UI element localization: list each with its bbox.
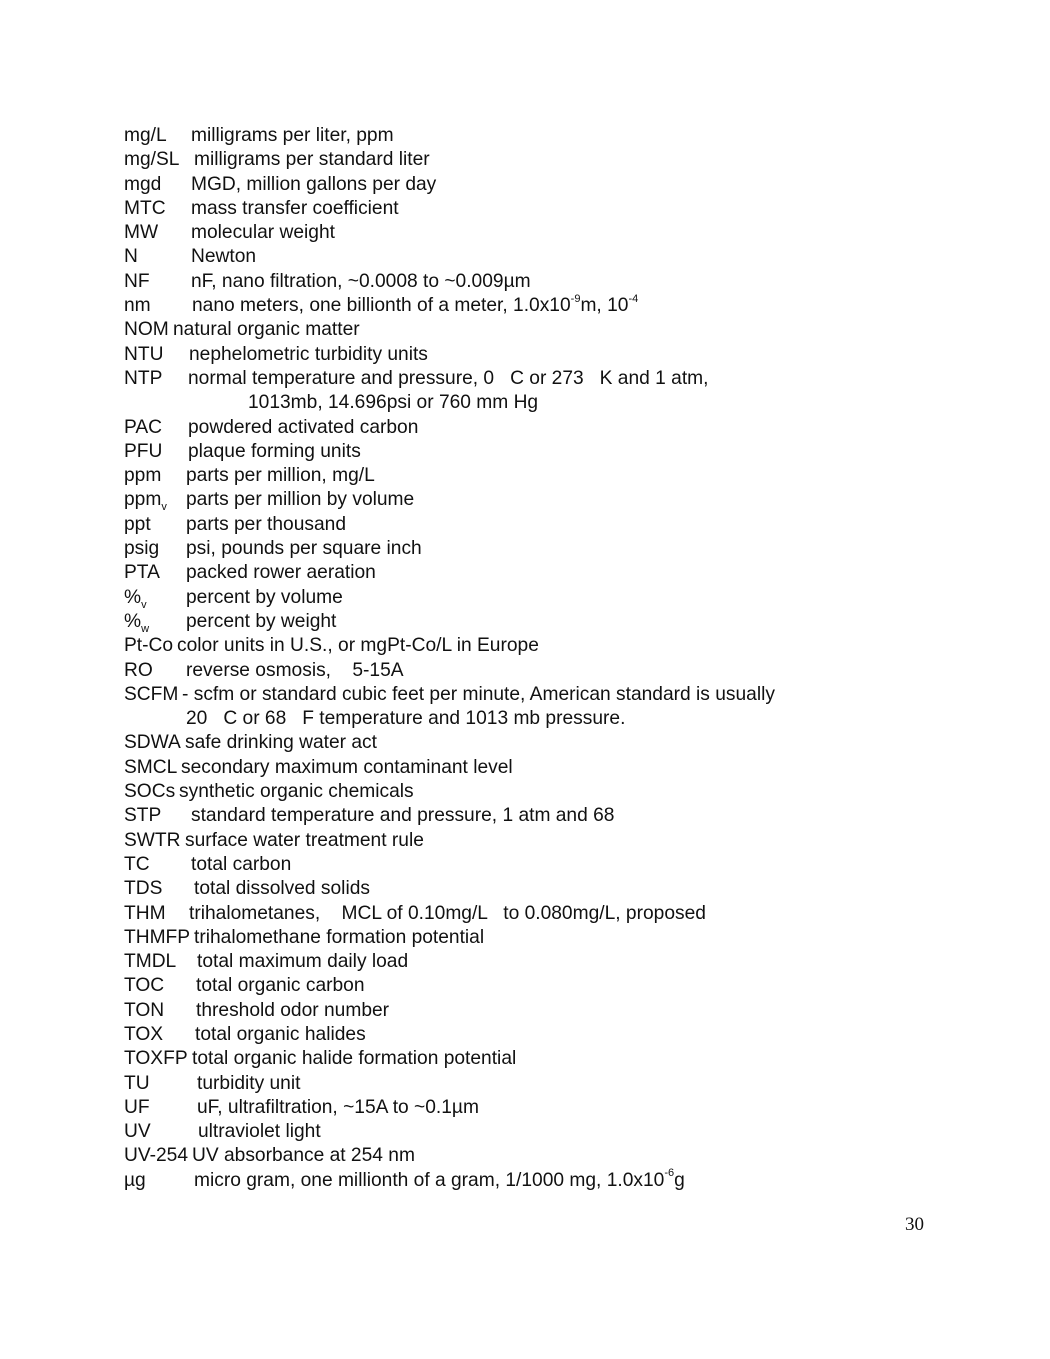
term-definition: ultraviolet light <box>198 1121 321 1143</box>
glossary-entry <box>124 902 944 926</box>
glossary-entry <box>124 804 944 828</box>
glossary-entry <box>124 731 944 755</box>
glossary-entry <box>124 440 944 464</box>
abbreviation-subscript: v <box>161 501 167 514</box>
term-definition: Newton <box>191 246 257 268</box>
term-abbreviation: UV-254 <box>124 1145 188 1167</box>
abbreviation-subscript: w <box>141 622 150 635</box>
term-definition: uF, ultrafiltration, ~15A to ~0.1µm <box>197 1096 479 1118</box>
term-abbreviation: mg/SL <box>124 149 180 171</box>
term-abbreviation: TC <box>124 853 150 875</box>
term-abbreviation: SOCs <box>124 781 176 803</box>
term-abbreviation: SDWA <box>124 732 181 754</box>
term-definition: packed rower aeration <box>186 562 376 584</box>
glossary-entry <box>124 537 944 561</box>
term-abbreviation: PFU <box>124 440 163 462</box>
glossary-entry <box>124 1096 944 1120</box>
term-abbreviation: PAC <box>124 416 163 438</box>
term-abbreviation: ppm$_v$ <box>124 489 167 514</box>
term-definition: surface water treatment rule <box>185 829 424 851</box>
term-definition: trihalometanes, MCL of 0.10mg/L to 0.080mg/L, proposed <box>189 902 706 924</box>
term-abbreviation: TOXFP <box>124 1048 188 1070</box>
term-abbreviation: µg <box>124 1169 146 1191</box>
glossary-list <box>124 124 944 1193</box>
term-definition: UV absorbance at 254 nm <box>192 1145 415 1167</box>
term-definition: secondary maximum contaminant level <box>181 756 513 778</box>
term-definition: parts per million by volume <box>186 489 415 511</box>
page-number: 30 <box>905 1214 924 1235</box>
term-definition: total organic halides <box>195 1023 366 1045</box>
term-abbreviation: NTP <box>124 367 163 389</box>
term-definition: - scfm or standard cubic feet per minute, American standard is usually <box>182 683 775 705</box>
term-definition-continuation: 20 C or 68 F temperature and 1013 mb pressure. <box>186 708 626 730</box>
glossary-entry <box>124 367 944 416</box>
glossary-entry <box>124 829 944 853</box>
term-definition: turbidity unit <box>197 1072 301 1094</box>
glossary-entry <box>124 950 944 974</box>
glossary-entry <box>124 464 944 488</box>
term-definition: parts per million, mg/L <box>186 465 375 487</box>
term-abbreviation: STP <box>124 805 162 827</box>
term-definition: natural organic matter <box>173 319 360 341</box>
term-abbreviation: N <box>124 246 138 268</box>
glossary-entry <box>124 1047 944 1071</box>
glossary-entry <box>124 756 944 780</box>
term-abbreviation: nm <box>124 295 151 317</box>
term-abbreviation: TOC <box>124 975 165 997</box>
term-abbreviation: THM <box>124 902 166 924</box>
term-abbreviation: TON <box>124 999 165 1021</box>
term-abbreviation: ppt <box>124 513 151 535</box>
term-abbreviation: MW <box>124 222 159 244</box>
glossary-entry <box>124 659 944 683</box>
term-definition: trihalomethane formation potential <box>194 926 485 948</box>
glossary-entry <box>124 318 944 342</box>
term-definition: percent by volume <box>186 586 343 608</box>
term-abbreviation: MTC <box>124 197 166 219</box>
term-definition: MGD, million gallons per day <box>191 173 437 195</box>
term-abbreviation: NF <box>124 270 150 292</box>
term-abbreviation: $\%_v$ <box>124 586 147 611</box>
glossary-entry <box>124 1023 944 1047</box>
term-abbreviation: TMDL <box>124 951 177 973</box>
term-definition: milligrams per standard liter <box>194 149 430 171</box>
glossary-entry <box>124 148 944 172</box>
term-abbreviation: TOX <box>124 1023 164 1045</box>
term-definition: milligrams per liter, ppm <box>191 125 394 146</box>
term-definition: molecular weight <box>191 222 335 244</box>
term-definition: psi, pounds per square inch <box>186 538 422 560</box>
glossary-entry <box>124 416 944 440</box>
glossary-entry <box>124 1120 944 1144</box>
term-abbreviation: psig <box>124 538 160 560</box>
term-definition: percent by weight <box>186 610 337 632</box>
glossary-entry <box>124 683 944 732</box>
glossary-entry <box>124 513 944 537</box>
glossary-entry <box>124 221 944 245</box>
exponent: -4 <box>628 292 639 305</box>
term-abbreviation: mg/L <box>124 125 167 146</box>
glossary-entry <box>124 1072 944 1096</box>
glossary-entry <box>124 877 944 901</box>
term-abbreviation: SMCL <box>124 756 178 778</box>
glossary-entry <box>124 853 944 877</box>
glossary-entry <box>124 197 944 221</box>
term-abbreviation: THMFP <box>124 926 191 948</box>
term-definition: color units in U.S., or mgPt-Co/L in Europe <box>177 635 539 657</box>
term-abbreviation: RO <box>124 659 153 681</box>
term-definition: safe drinking water act <box>185 732 377 754</box>
term-abbreviation: NOM <box>124 319 169 341</box>
glossary-entry <box>124 780 944 804</box>
term-definition: nF, nano filtration, ~0.0008 to ~0.009µm <box>191 270 531 292</box>
term-abbreviation: mgd <box>124 173 162 195</box>
term-definition: total organic carbon <box>196 975 365 997</box>
term-abbreviation: ppm <box>124 465 162 487</box>
glossary-entry <box>124 245 944 269</box>
glossary-entry <box>124 586 944 610</box>
term-definition: total organic halide formation potential <box>192 1048 517 1070</box>
glossary-entry <box>124 1144 944 1168</box>
term-definition: standard temperature and pressure, 1 atm and 68 <box>191 805 615 827</box>
term-abbreviation: UV <box>124 1121 151 1143</box>
term-abbreviation: SCFM <box>124 683 179 705</box>
term-definition: plaque forming units <box>188 440 361 462</box>
term-abbreviation: Pt-Co <box>124 635 174 657</box>
abbreviation-subscript: v <box>141 598 147 611</box>
glossary-entry <box>124 610 944 634</box>
term-abbreviation: SWTR <box>124 829 181 851</box>
glossary-entry <box>124 343 944 367</box>
term-definition: mass transfer coefficient <box>191 197 399 219</box>
term-definition: nephelometric turbidity units <box>189 343 428 365</box>
glossary-entry <box>124 1169 944 1193</box>
term-definition-continuation: 1013mb, 14.696psi or 760 mm Hg <box>248 392 539 414</box>
term-definition: synthetic organic chemicals <box>179 781 414 803</box>
glossary-entry <box>124 270 944 294</box>
term-definition: reverse osmosis, 5-15A <box>186 659 404 681</box>
glossary-entry <box>124 488 944 512</box>
glossary-entry <box>124 926 944 950</box>
term-abbreviation: PTA <box>124 562 160 584</box>
glossary-entry <box>124 999 944 1023</box>
term-definition: parts per thousand <box>186 513 347 535</box>
term-definition: total maximum daily load <box>197 951 409 973</box>
term-definition: threshold odor number <box>196 999 390 1021</box>
term-definition: powdered activated carbon <box>188 416 419 438</box>
glossary-entry <box>124 974 944 998</box>
term-abbreviation: $\%_w$ <box>124 610 150 635</box>
term-definition: total carbon <box>191 853 292 875</box>
term-definition: nano meters, one billionth of a meter, $1.0x10^{-9}m$, $10^{-4}$ <box>192 292 639 317</box>
exponent: -6 <box>664 1167 675 1180</box>
glossary-entry <box>124 561 944 585</box>
term-definition: total dissolved solids <box>194 878 370 900</box>
term-definition: micro gram, one millionth of a gram, 1/1000 mg, $1.0x10^{-6}g$ <box>194 1167 685 1191</box>
glossary-entry <box>124 173 944 197</box>
glossary-entry <box>124 294 944 318</box>
term-abbreviation: NTU <box>124 343 164 365</box>
term-abbreviation: TU <box>124 1072 150 1094</box>
glossary-entry <box>124 124 944 148</box>
term-abbreviation: TDS <box>124 878 163 900</box>
term-definition: normal temperature and pressure, 0 C or 273 K and 1 atm, <box>188 367 709 389</box>
glossary-entry <box>124 634 944 658</box>
term-abbreviation: UF <box>124 1096 150 1118</box>
exponent: -9 <box>570 292 581 305</box>
